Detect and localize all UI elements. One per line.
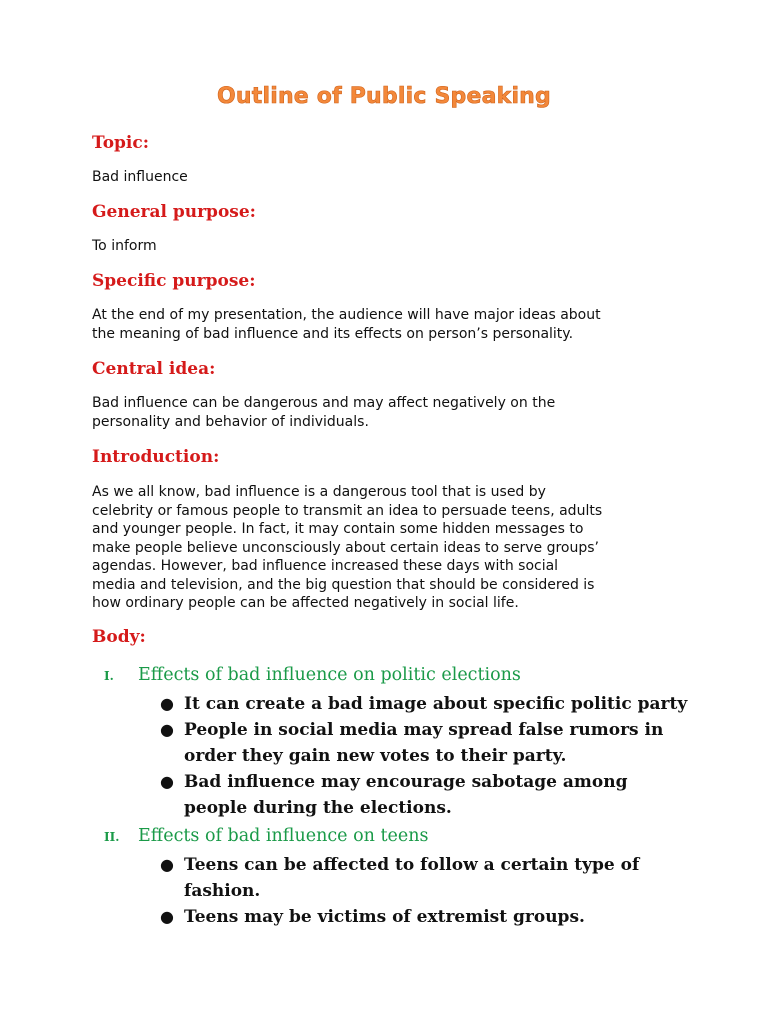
specific-purpose-line: At the end of my presentation, the audience will have major ideas about: [92, 307, 601, 323]
bullet-line: It can create a bad image about specific politic party: [184, 694, 688, 714]
body-heading: Body:: [92, 627, 146, 647]
bullet-icon: ●: [160, 855, 174, 874]
bullet-line: Bad influence may encourage sabotage among: [184, 772, 628, 792]
bullet-line: order they gain new votes to their party.: [184, 746, 567, 766]
section-numeral: II.: [104, 830, 120, 844]
central-idea-heading: Central idea:: [92, 359, 216, 379]
introduction-line: media and television, and the big question that should be considered is: [92, 576, 595, 593]
bullet-item: [160, 852, 639, 904]
section-bullet-list: [160, 691, 687, 821]
topic-heading: Topic:: [92, 133, 150, 153]
section-numeral: I.: [104, 669, 114, 683]
section-bullet-list: [160, 852, 639, 930]
general-purpose-text-line: To inform: [92, 238, 157, 254]
introduction-line: make people believe unconsciously about certain ideas to serve groups’: [92, 539, 599, 556]
bullet-line: Teens may be victims of extremist groups.: [184, 907, 585, 927]
introduction-line: and younger people. In fact, it may contain some hidden messages to: [92, 521, 584, 537]
specific-purpose-heading: Specific purpose:: [92, 271, 256, 291]
bullet-icon: ●: [160, 720, 174, 739]
bullet-item: [160, 904, 639, 930]
general-purpose-heading: General purpose:: [92, 202, 256, 222]
topic-text-line: Bad influence: [92, 169, 188, 185]
introduction-heading: Introduction:: [92, 447, 220, 467]
section-title: Effects of bad influence on politic elections: [138, 665, 521, 685]
introduction-line: celebrity or famous people to transmit an idea to persuade teens, adults: [92, 502, 603, 519]
introduction-line: agendas. However, bad influence increased these days with social: [92, 558, 559, 574]
bullet-item: [160, 717, 687, 769]
specific-purpose-line: the meaning of bad influence and its effects on person’s personality.: [92, 325, 574, 342]
section-title: Effects of bad influence on teens: [138, 826, 429, 846]
bullet-line: fashion.: [184, 881, 261, 901]
central-idea-line: personality and behavior of individuals.: [92, 413, 369, 430]
specific-purpose-text: [92, 306, 682, 343]
body-section-heading: [104, 826, 428, 846]
bullet-line: Teens can be affected to follow a certain type of: [184, 855, 640, 875]
bullet-icon: ●: [160, 907, 174, 926]
bullet-item: [160, 769, 687, 821]
bullet-line: People in social media may spread false rumors in: [184, 720, 664, 740]
document-title: Outline of Public Speaking: [216, 84, 551, 109]
body-section-heading: [104, 665, 521, 685]
general-purpose-text: [92, 237, 682, 256]
central-idea-text: [92, 394, 682, 431]
bullet-icon: ●: [160, 772, 174, 791]
bullet-line: people during the elections.: [184, 798, 452, 818]
introduction-line: As we all know, bad influence is a dangerous tool that is used by: [92, 484, 546, 500]
topic-text: [92, 168, 682, 187]
bullet-item: [160, 691, 687, 717]
bullet-icon: ●: [160, 694, 174, 713]
introduction-text: [92, 483, 682, 613]
introduction-line: how ordinary people can be affected negatively in social life.: [92, 595, 519, 611]
central-idea-line: Bad influence can be dangerous and may affect negatively on the: [92, 395, 556, 411]
